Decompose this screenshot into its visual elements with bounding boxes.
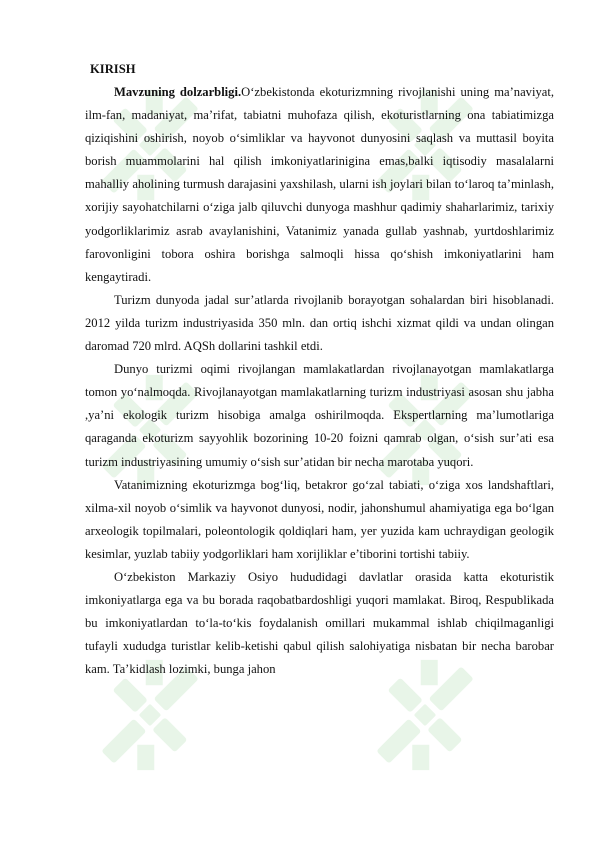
paragraph-lead: Mavzuning dolzarbligi. — [114, 85, 242, 99]
section-heading: KIRISH — [90, 62, 136, 76]
paragraph-relevance — [85, 81, 554, 289]
document-body — [85, 58, 554, 681]
paragraph-text: Turizm dunyoda jadal sur’atlarda rivojlanib borayotgan sohalardan biri hisoblanadi. 2012 yilda turizm industriyasida 350 mln. dan ortiq ishchi xizmat qildi va undan olingan daromad 720 mlrd. AQSh dollarini tashkil etdi. — [85, 292, 554, 354]
paragraph-tourism-stats — [85, 289, 554, 358]
paragraph-text: Dunyo turizmi oqimi rivojlangan mamlakatlardan rivojlanayotgan mamlakatlarga tomon yo‘nalmoqda. Rivojlanayotgan mamlakatlarning turizm industriyasi asosan shu jabha ,ya’ni ekologik turizm hisobiga amalga oshirilmoqda. Ekspertlarning ma’lumotlariga qaraganda ekoturizm sayyohlik bozorining 10-20 foizni qamrab olgan, o‘sish sur’ati esa turizm industriyasining umumiy o‘sish sur’atidan bir necha marotaba yuqori. — [85, 362, 554, 469]
paragraph-text: Vatanimizning ekoturizmga bog‘liq, betakror go‘zal tabiati, o‘ziga xos landshaftlari, xilma-xil noyob o‘simlik va hayvonot dunyosi, nodir, jahonshumul ahamiyatiga ega bo‘lgan arxeologik topilmalari, poleontologik qoldiqlari ham, yer yuzida kam uchraydigan geologik kesimlar, yuzlab tabiiy yodgorliklari ham xorijliklar e’tiborini tortishi tabiiy. — [85, 477, 554, 561]
paragraph-tourism-flow — [85, 358, 554, 473]
paragraph-text: O‘zbekistonda ekoturizmning rivojlanishi uning ma’naviyat, ilm-fan, madaniyat, ma’rifat, tabiatni muhofaza qilish, ekoturistlarning ona tabiatimizga qiziqishini oshirish, noyob o‘simliklar va hayvonot dunyosini saqlash va muttasil boyita borish muammolarini hal qilish imkoniyatlarinigina emas,balki iqtisodiy masalalarni mahalliy aholining turmush darajasini yaxshilash, ularni ish joylari bilan to‘laroq ta’minlash, xorijiy sayohatchilarni o‘ziga jalb qiluvchi dunyoga mashhur qadimiy shaharlarimiz, tarixiy yodgorliklarimiz asrab avaylanishini, Vatanimiz yanada gullab yashnab, yurtdoshlarimiz farovonligini tobora oshira borishga salmoqli hissa qo‘shish imkoniyatlarini ham kengaytiradi. — [85, 85, 554, 284]
paragraph-text: O‘zbekiston Markaziy Osiyo hududidagi davlatlar orasida katta ekoturistik imkoniyatlarga ega va bu borada raqobatbardoshligi yuqori mamlakat. Biroq, Respublikada bu imkoniyatlardan to‘la-to‘kis foydalanish omillari mukammal ishlab chiqilmaganligi tufayli xududga turistlar kelib-ketishi qabul qilish salohiyatiga nisbatan bir necha barobar kam. Ta’kidlash lozimki, bunga jahon — [85, 569, 554, 677]
paragraph-potential — [85, 566, 554, 681]
paragraph-nature — [85, 474, 554, 566]
